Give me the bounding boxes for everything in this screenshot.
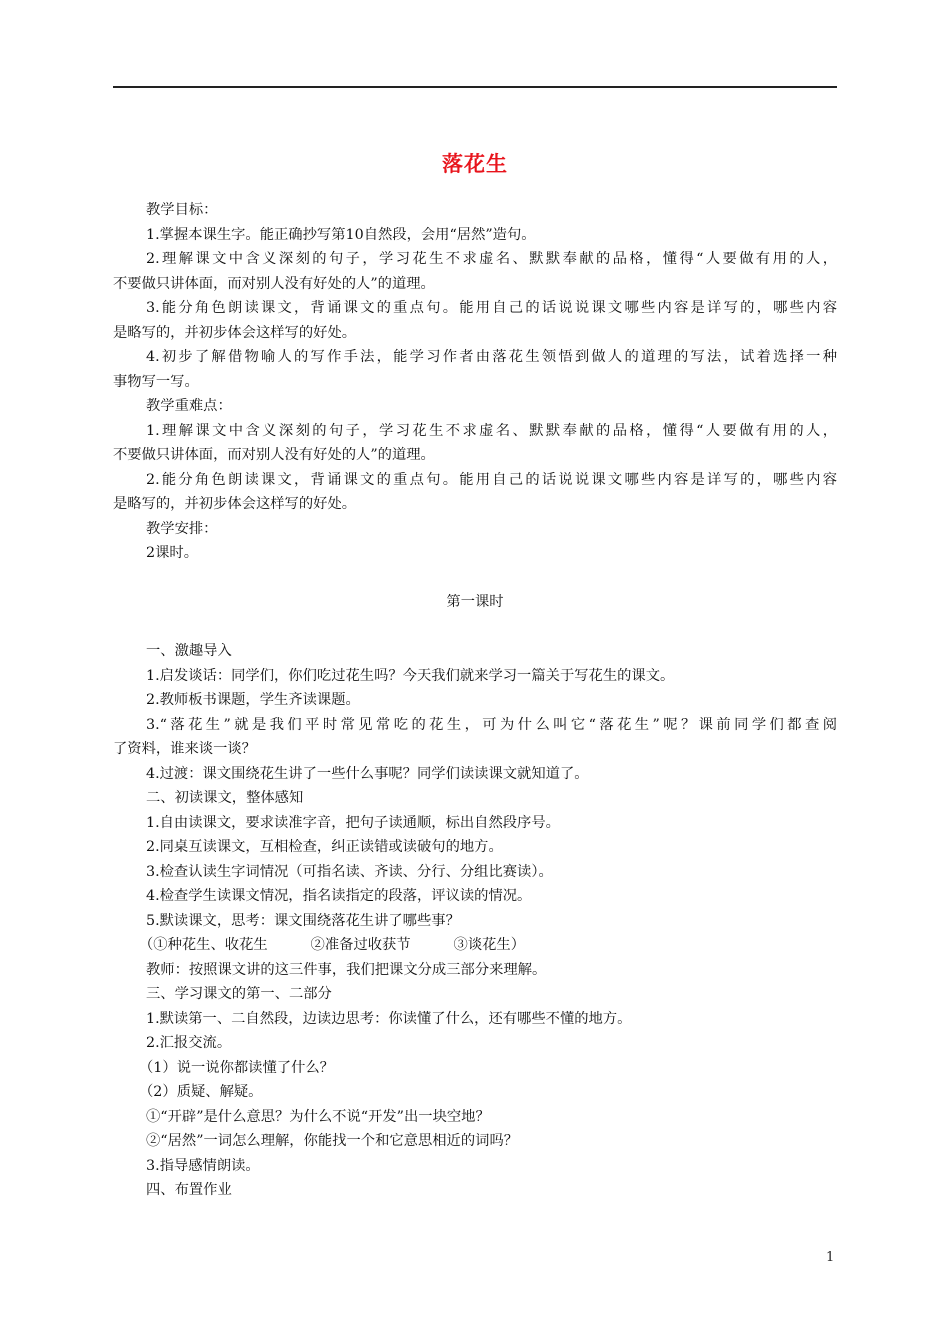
paragraph: ②“居然”一词怎么理解，你能找一个和它意思相近的词吗？	[146, 1133, 519, 1149]
paragraph: 2.理解课文中含义深刻的句子，学习花生不求虚名、默默奉献的品格，懂得“人要做有用的人，	[146, 251, 837, 267]
header-rule	[113, 86, 837, 88]
paragraph: 2.同桌互读课文，互相检查，纠正读错或读破句的地方。	[146, 839, 503, 855]
paragraph: 2.能分角色朗读课文，背诵课文的重点句。能用自己的话说说课文哪些内容是详写的，哪些内容	[146, 471, 837, 488]
page-number: 1	[826, 1250, 835, 1265]
paragraph: 2课时。	[146, 545, 198, 561]
section-title: 第一课时	[446, 594, 504, 610]
paragraph: 3.“落花生”就是我们平时常见常吃的花生，可为什么叫它“落花生”呢？课前同学们都查阅	[146, 716, 837, 733]
heading-objectives: 教学目标：	[146, 202, 218, 218]
paragraph: 教师：按照课文讲的这三件事，我们把课文分成三部分来理解。	[146, 961, 547, 978]
paragraph: ①“开辟”是什么意思？为什么不说“开发”出一块空地？	[146, 1108, 490, 1125]
paragraph: （2）质疑、解疑。	[139, 1084, 263, 1100]
paragraph: 不要做只讲体面，而对别人没有好处的人”的道理。	[113, 447, 435, 463]
paragraph: 3.指导感情朗读。	[146, 1157, 260, 1174]
document-title: 落花生	[442, 152, 508, 176]
paragraph: 1.理解课文中含义深刻的句子，学习花生不求虚名、默默奉献的品格，懂得“人要做有用的人，	[146, 422, 837, 439]
paragraph: 4.初步了解借物喻人的写作手法，能学习作者由落花生领悟到做人的道理的写法，试着选择一种	[146, 349, 837, 365]
paragraph: （①种花生、收花生 ②准备过收获节 ③谈花生）	[139, 937, 526, 953]
paragraph: 2.汇报交流。	[146, 1035, 232, 1051]
paragraph: 1.掌握本课生字。能正确抄写第10自然段，会用“居然”造句。	[146, 226, 536, 243]
paragraph: 2.教师板书课题，学生齐读课题。	[146, 692, 360, 708]
paragraph: 4.过渡：课文围绕花生讲了一些什么事呢？同学们读读课文就知道了。	[146, 765, 589, 782]
paragraph: 1.默读第一、二自然段，边读边思考：你读懂了什么，还有哪些不懂的地方。	[146, 1010, 632, 1027]
paragraph: 了资料，谁来谈一谈？	[113, 741, 256, 757]
section-heading: 二、初读课文，整体感知	[146, 790, 304, 806]
section-heading: 一、激趣导入	[146, 643, 232, 659]
paragraph: 事物写一写。	[113, 373, 199, 390]
paragraph: 是略写的，并初步体会这样写的好处。	[113, 496, 357, 512]
heading-schedule: 教学安排：	[146, 520, 218, 537]
paragraph: 是略写的，并初步体会这样写的好处。	[113, 324, 357, 341]
paragraph: 3.能分角色朗读课文，背诵课文的重点句。能用自己的话说说课文哪些内容是详写的，哪些内容	[146, 300, 837, 316]
paragraph: 3.检查认读生字词情况（可指名读、齐读、分行、分组比赛读）。	[146, 863, 553, 880]
section-heading: 三、学习课文的第一、二部分	[146, 986, 332, 1002]
document-body	[113, 198, 837, 1203]
paragraph: 1.启发谈话：同学们，你们吃过花生吗？今天我们就来学习一篇关于写花生的课文。	[146, 667, 675, 684]
heading-key-points: 教学重难点：	[146, 398, 232, 414]
paragraph: 4.检查学生读课文情况，指名读指定的段落，评议读的情况。	[146, 888, 532, 904]
paragraph: 5.默读课文，思考：课文围绕落花生讲了哪些事？	[146, 912, 460, 929]
paragraph: （1）说一说你都读懂了什么？	[139, 1059, 334, 1076]
section-heading: 四、布置作业	[146, 1182, 232, 1198]
paragraph: 1.自由读课文，要求读准字音，把句子读通顺，标出自然段序号。	[146, 814, 560, 831]
paragraph: 不要做只讲体面，而对别人没有好处的人”的道理。	[113, 275, 435, 292]
